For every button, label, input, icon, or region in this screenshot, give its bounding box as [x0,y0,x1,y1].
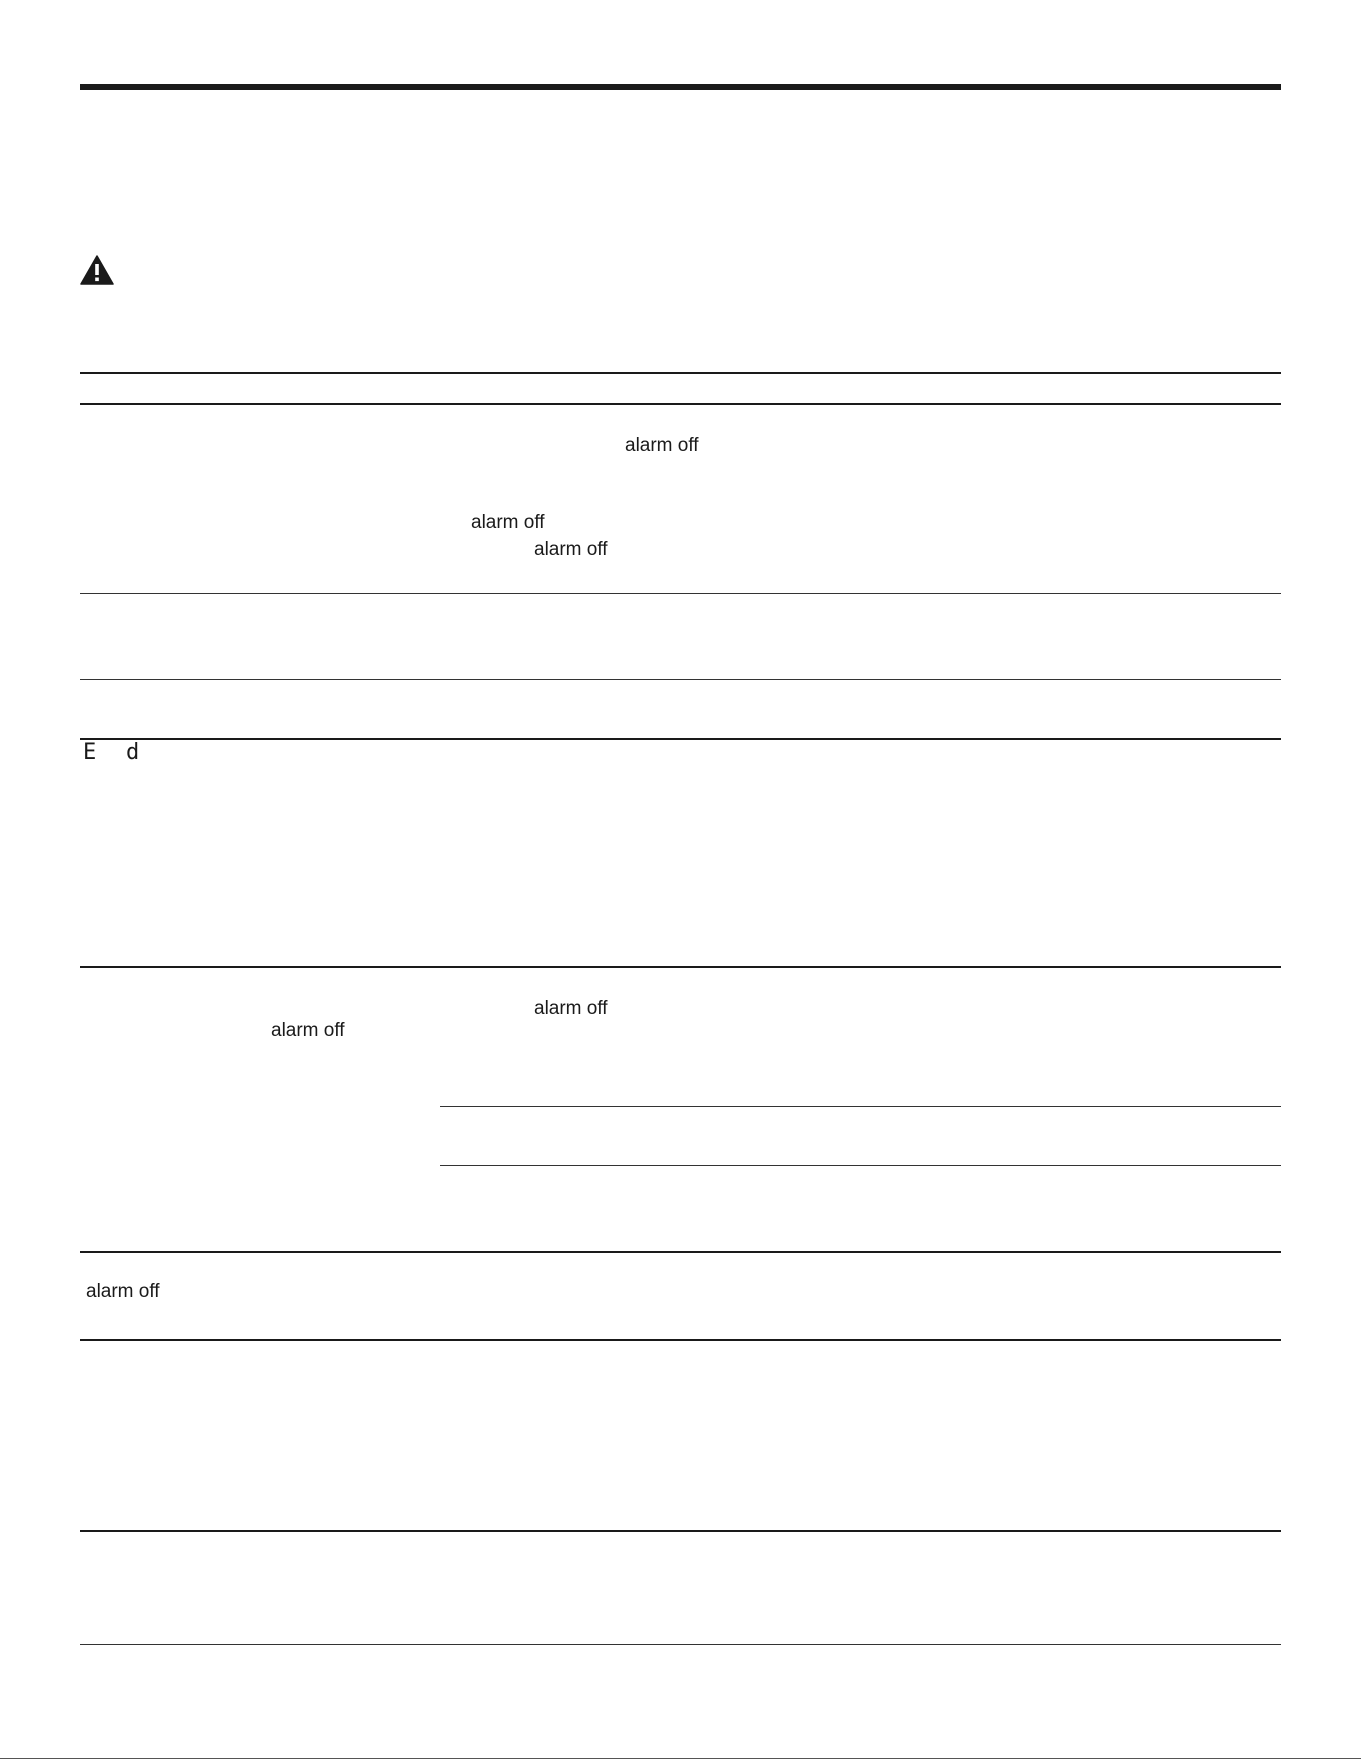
error-code-char: E [83,740,97,765]
page-bottom-hairline [0,1758,1361,1759]
row-divider [80,1530,1281,1532]
error-code-char: d [126,740,140,765]
alarm-off-label: alarm off [625,435,699,456]
sub-row-divider [440,1165,1281,1166]
row-divider [80,1339,1281,1341]
alarm-off-label: alarm off [271,1020,345,1041]
table-header-bottom-rule [80,403,1281,405]
row-divider [80,679,1281,680]
row-divider [80,738,1281,740]
row-divider [80,966,1281,968]
row-divider [80,1251,1281,1253]
alarm-off-label: alarm off [534,539,608,560]
top-heavy-rule [80,84,1281,90]
row-divider [80,593,1281,594]
table-header-top-rule [80,372,1281,374]
alarm-off-label: alarm off [534,998,608,1019]
alarm-off-label: alarm off [471,512,545,533]
table-bottom-rule [80,1644,1281,1645]
sub-row-divider [440,1106,1281,1107]
warning-triangle-icon [80,255,114,285]
alarm-off-label: alarm off [86,1281,160,1302]
